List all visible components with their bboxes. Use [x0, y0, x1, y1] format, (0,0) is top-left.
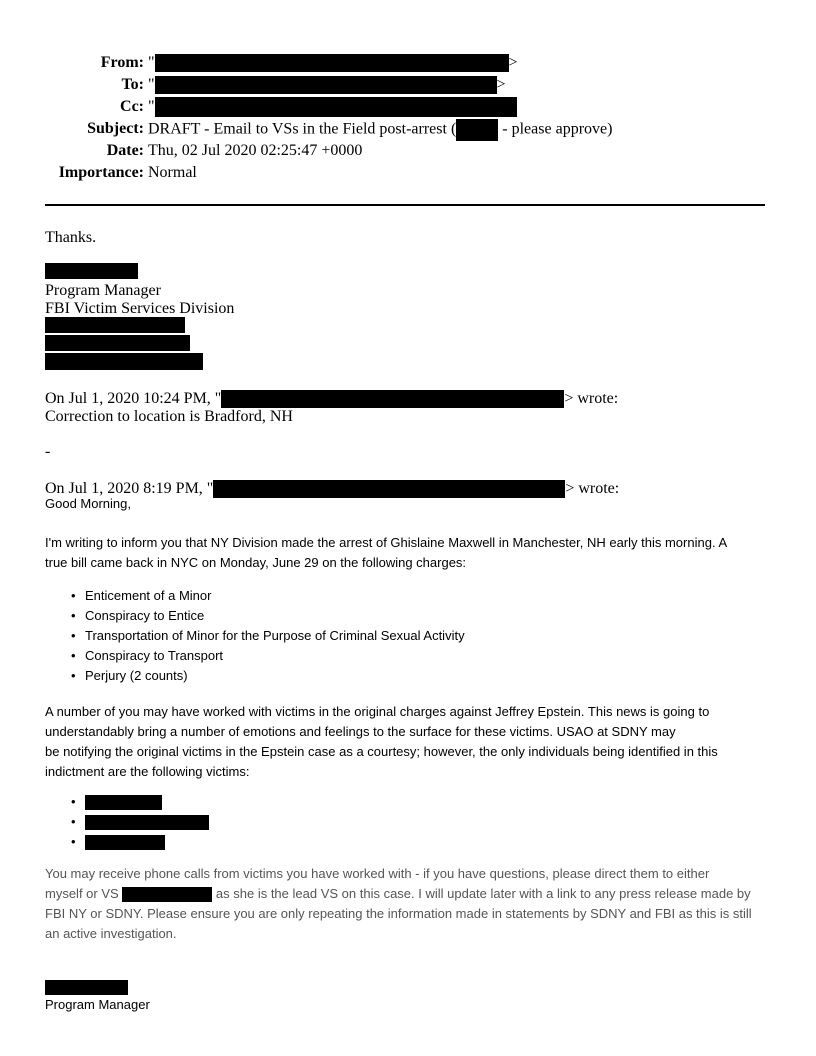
header-divider [45, 204, 765, 206]
quote2-attribution: On Jul 1, 2020 8:19 PM, " > wrote: [45, 480, 620, 497]
redaction-box [45, 980, 128, 995]
quote2-signature-title: Program Manager [45, 997, 150, 1012]
quote1-body: Correction to location is Bradford, NH [45, 408, 293, 425]
importance-label: Importance: [58, 164, 144, 181]
redaction-box [85, 835, 165, 850]
subject-row [0, 119, 816, 139]
date-label: Date: [106, 142, 144, 159]
date-value: Thu, 02 Jul 2020 02:25:47 +0000 [148, 142, 363, 159]
signature-title: Program Manager [45, 282, 161, 299]
charges-list [45, 586, 465, 686]
redaction-box [155, 97, 517, 117]
list-item: • Conspiracy to Entice [71, 608, 205, 623]
subject-value: DRAFT - Email to VSs in the Field post-arrest ( - please approve) [148, 119, 612, 141]
list-item: • Enticement of a Minor [71, 588, 212, 603]
cc-row [0, 97, 816, 117]
cc-label: Cc: [120, 98, 144, 115]
quote2-paragraph-1: I'm writing to inform you that NY Division made the arrest of Ghislaine Maxwell in Manchester, NH early this morning. A true bill came back in NYC on Monday, June 29 on the following charges: [45, 535, 728, 570]
redaction-box [45, 335, 190, 351]
redaction-box [85, 815, 209, 830]
redaction-box [155, 54, 509, 72]
victims-list [45, 792, 209, 852]
list-item: • [45, 812, 209, 832]
redaction-box [221, 390, 564, 408]
cc-value: " [148, 97, 517, 117]
to-row [0, 75, 816, 95]
subject-label: Subject: [87, 120, 144, 137]
redaction-box [85, 795, 162, 810]
from-value: " > [148, 54, 518, 71]
list-item: • Perjury (2 counts) [71, 668, 188, 683]
importance-value: Normal [148, 164, 197, 181]
list-item: • [45, 792, 209, 812]
list-item: • [45, 832, 209, 852]
date-row [0, 141, 816, 161]
quote1-dash: - [45, 443, 51, 460]
quote1-attribution: On Jul 1, 2020 10:24 PM, " > wrote: [45, 390, 619, 407]
list-item: • Conspiracy to Transport [71, 648, 224, 663]
redaction-box [45, 263, 138, 279]
quote2-paragraph-2: A number of you may have worked with victims in the original charges against Jeffrey Epstein. This news is going to understandably bring a number of emotions and feelings to the surface for these victims. USAO at SDNY may be notifying the original victims in the Epstein case as a courtesy; however, the only individuals being identified in this indictment are the following victims: [45, 704, 718, 779]
reply-greeting: Thanks. [45, 229, 97, 246]
importance-row [0, 163, 816, 183]
list-item: • Transportation of Minor for the Purpose of Criminal Sexual Activity [71, 628, 465, 643]
redaction-box [122, 887, 212, 902]
to-value: " > [148, 76, 506, 93]
redaction-box [213, 480, 565, 498]
to-label: To: [121, 76, 144, 93]
quote2-greeting: Good Morning, [45, 496, 131, 511]
redaction-box [45, 317, 185, 333]
redaction-box [456, 119, 498, 141]
from-label: From: [100, 54, 144, 71]
redaction-box [45, 353, 203, 370]
quote2-paragraph-3: You may receive phone calls from victims you have worked with - if you have questions, please direct them to either myself or VS as she is the lead VS on this case. I will update later with a link to any press release made by FBI NY or SDNY. Please ensure you are only repeating the information made in statements by SDNY and FBI as this is still an active investigation. [45, 866, 752, 941]
signature-division: FBI Victim Services Division [45, 300, 235, 317]
redaction-box [155, 76, 497, 94]
from-row [0, 53, 816, 73]
